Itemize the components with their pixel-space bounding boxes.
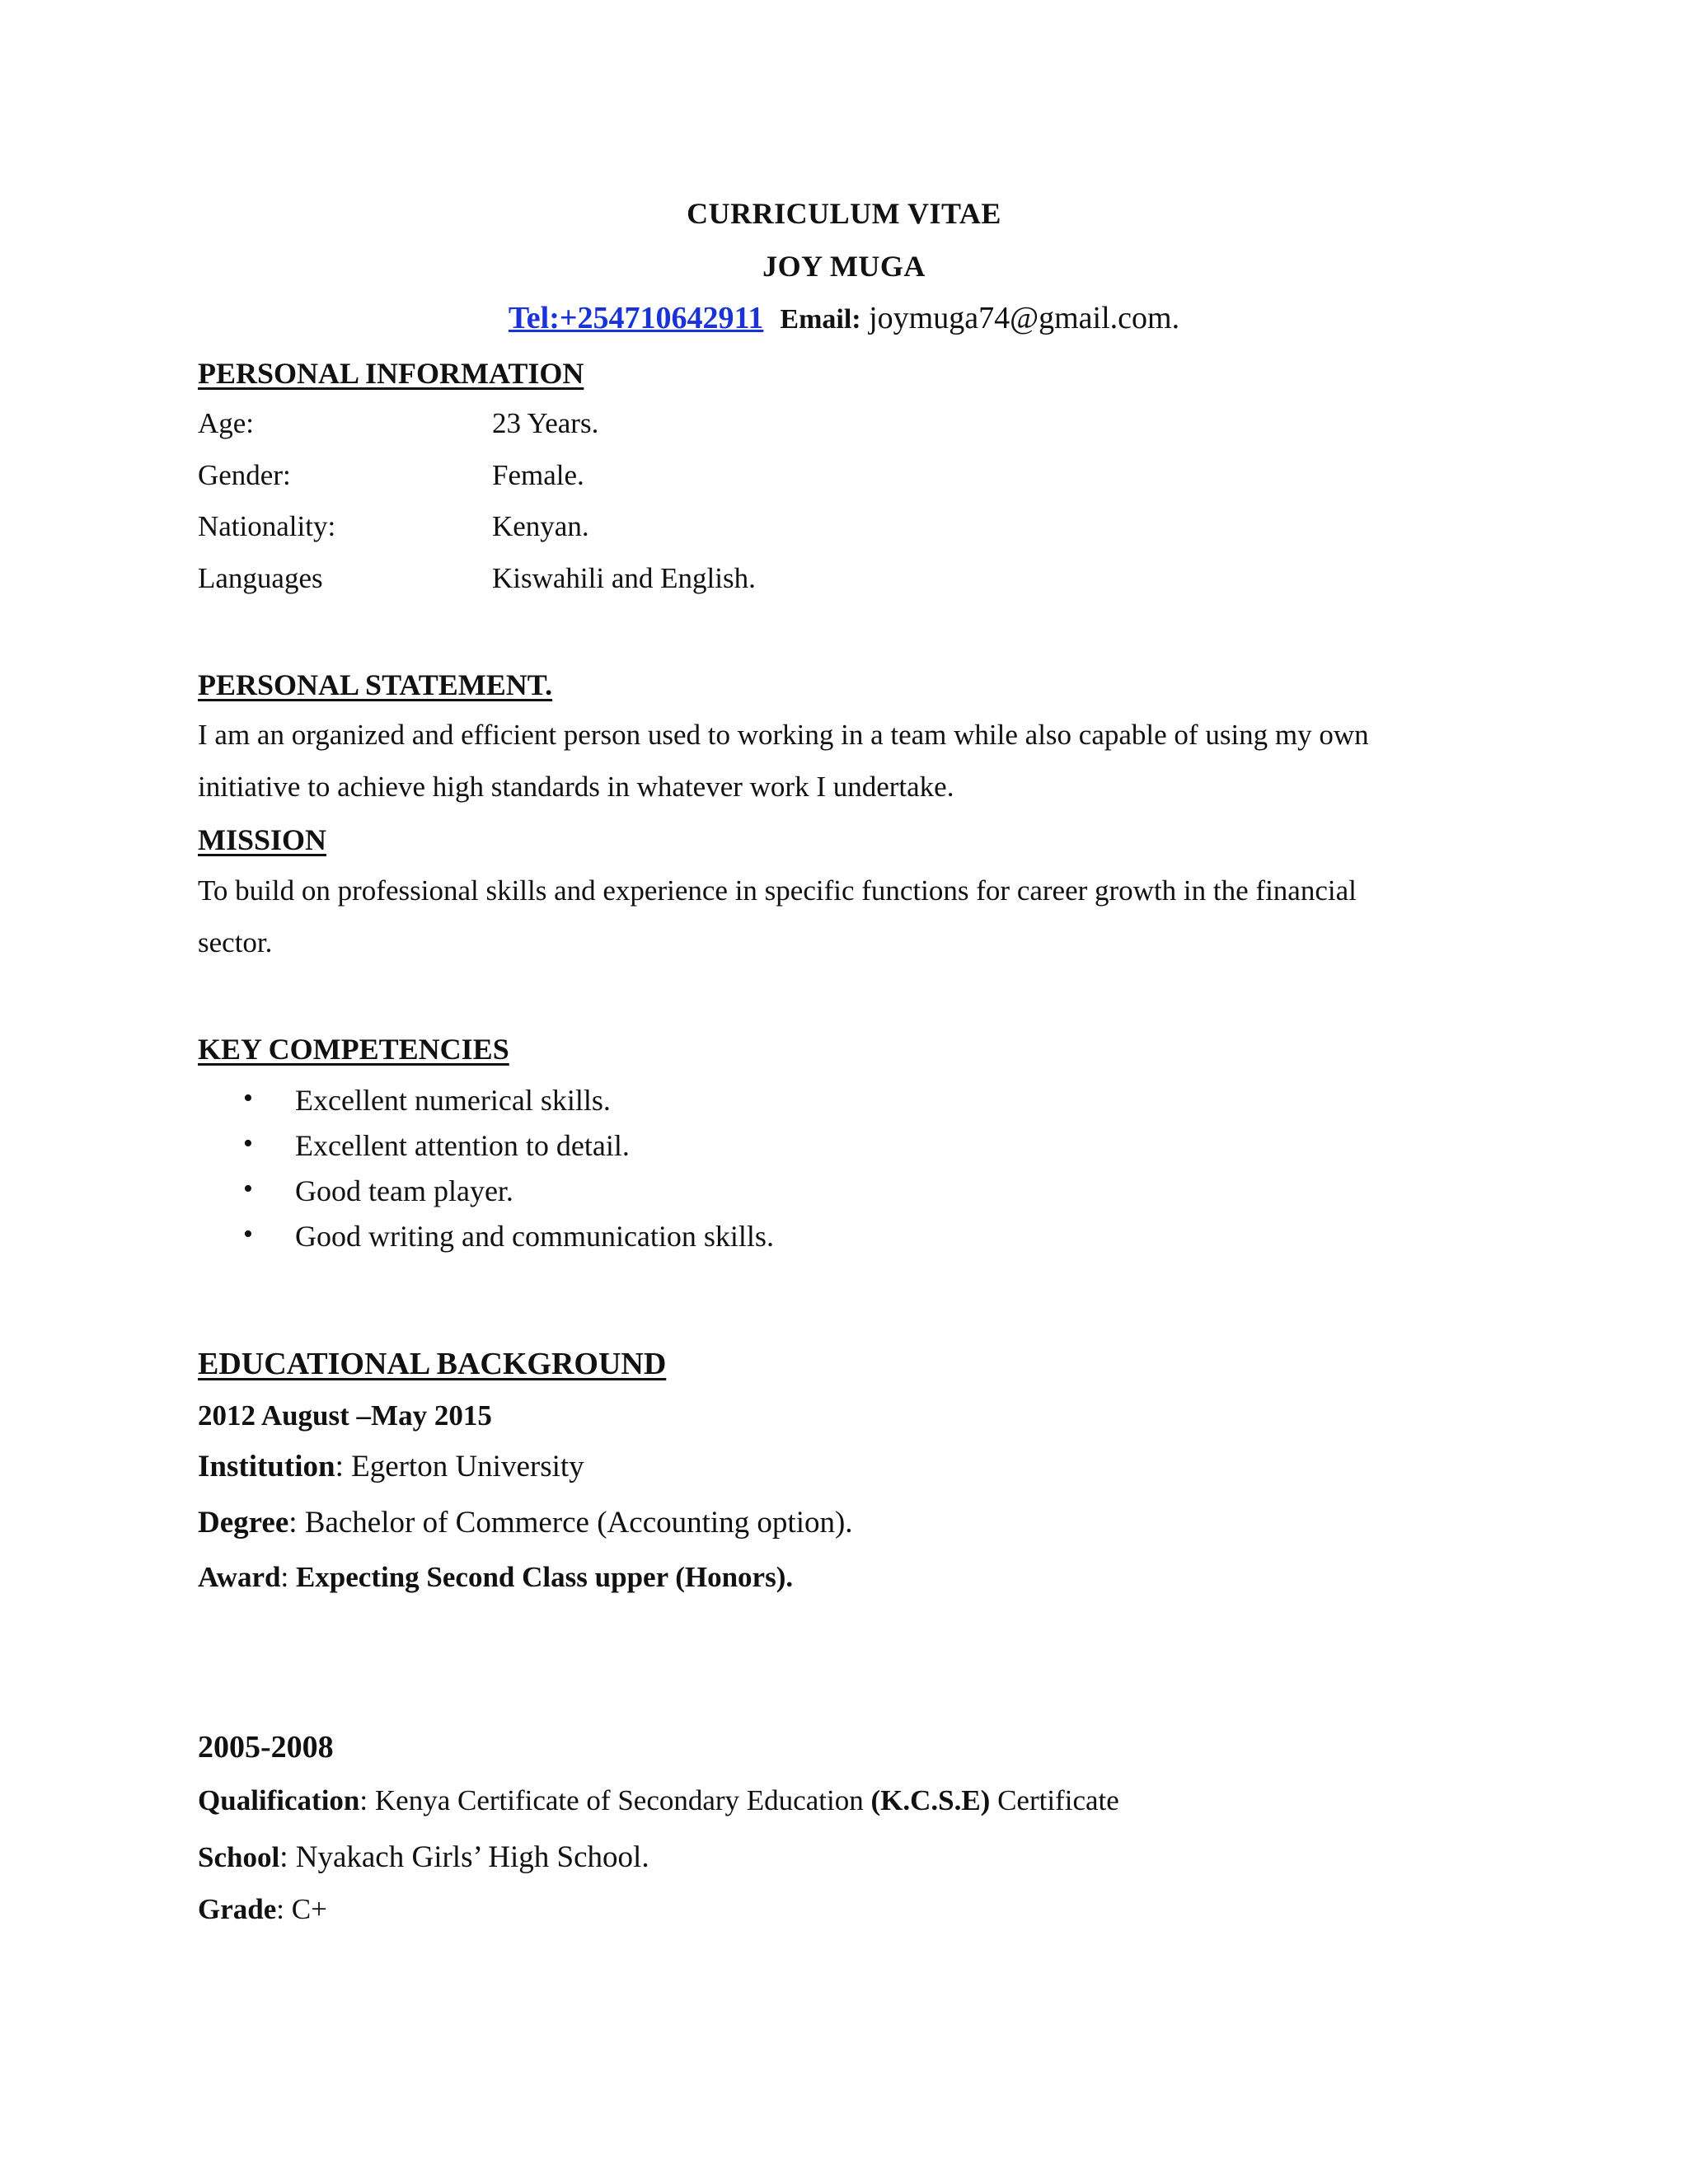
qualification-suffix: Certificate (990, 1784, 1119, 1816)
award-separator: : (280, 1561, 296, 1593)
degree-label: Degree (198, 1506, 289, 1540)
grade-value: : C+ (276, 1893, 327, 1925)
competency-item: Good writing and communication skills. (295, 1220, 774, 1253)
award-label: Award (198, 1561, 281, 1593)
school-label: School (198, 1841, 280, 1873)
qualification-line (198, 1784, 1119, 1817)
languages-value: Kiswahili and English. (492, 562, 756, 594)
grade-line (198, 1893, 327, 1926)
bullet-icon: • (243, 1128, 253, 1159)
document-title: CURRICULUM VITAE (687, 197, 1001, 230)
candidate-name: JOY MUGA (762, 250, 926, 283)
educational-background-heading: EDUCATIONAL BACKGROUND (198, 1347, 667, 1381)
bullet-icon: • (243, 1174, 253, 1204)
mission-line-1: To build on professional skills and experience in specific functions for career growth in the financial (198, 874, 1357, 907)
personal-information-heading: PERSONAL INFORMATION (198, 357, 584, 390)
age-value: 23 Years. (492, 407, 599, 439)
degree-value: : Bachelor of Commerce (Accounting option). (288, 1506, 853, 1540)
secondary-period: 2005-2008 (198, 1730, 334, 1765)
gender-label: Gender: (198, 459, 291, 491)
personal-statement-line-1: I am an organized and efficient person used to working in a team while also capable of using my own (198, 719, 1369, 751)
gender-value: Female. (492, 459, 584, 491)
key-competencies-heading: KEY COMPETENCIES (198, 1033, 509, 1066)
languages-label: Languages (198, 562, 323, 594)
school-line (198, 1840, 649, 1875)
university-period: 2012 August –May 2015 (198, 1399, 492, 1432)
institution-label: Institution (198, 1450, 335, 1483)
award-line (198, 1561, 793, 1594)
email-label: Email: (780, 304, 861, 335)
bullet-icon: • (243, 1083, 253, 1113)
phone-link[interactable]: Tel:+254710642911 (508, 301, 764, 335)
email-value: joymuga74@gmail.com. (869, 301, 1180, 335)
award-value: Expecting Second Class upper (Honors). (295, 1561, 794, 1593)
grade-label: Grade (198, 1893, 277, 1925)
personal-statement-heading: PERSONAL STATEMENT. (198, 668, 553, 701)
mission-heading: MISSION (198, 823, 327, 856)
nationality-value: Kenyan. (492, 510, 589, 542)
qualification-value: : Kenya Certificate of Secondary Education (359, 1784, 871, 1816)
institution-line (198, 1449, 584, 1484)
institution-value: : Egerton University (335, 1450, 584, 1483)
competency-item: Excellent numerical skills. (295, 1084, 611, 1117)
school-value: : Nyakach Girls’ High School. (279, 1840, 649, 1874)
kcse-abbreviation: (K.C.S.E) (870, 1784, 991, 1816)
mission-line-2: sector. (198, 926, 273, 958)
qualification-label: Qualification (198, 1784, 360, 1816)
bullet-icon: • (243, 1219, 253, 1249)
contact-line (0, 300, 1688, 336)
competency-item: Excellent attention to detail. (295, 1129, 630, 1162)
personal-statement-line-2: initiative to achieve high standards in whatever work I undertake. (198, 771, 954, 803)
competency-item: Good team player. (295, 1174, 513, 1207)
degree-line (198, 1505, 853, 1540)
age-label: Age: (198, 407, 255, 439)
nationality-label: Nationality: (198, 510, 336, 542)
